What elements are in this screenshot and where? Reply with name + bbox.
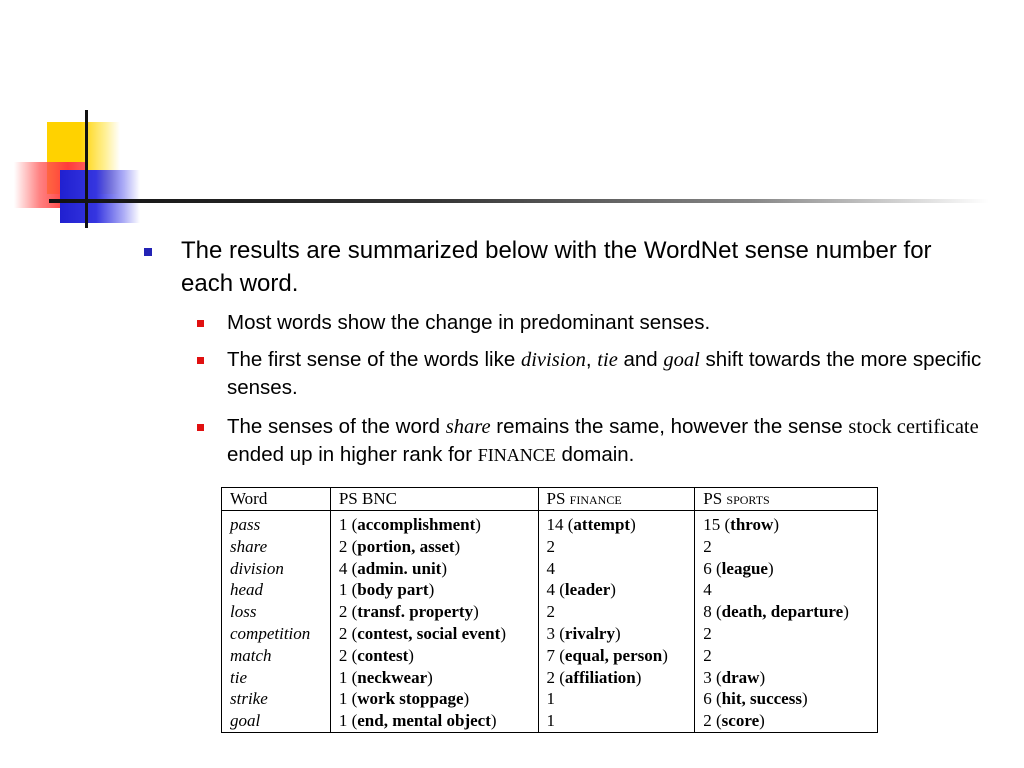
sense-number: 1 [546, 711, 555, 731]
cell-ps-finance [538, 688, 695, 710]
sense-number: 4 [546, 580, 555, 600]
cell-ps-sports: 15 (throw) [695, 511, 878, 536]
cell-ps-finance: 14 (attempt) [538, 511, 695, 536]
sense-number: 1 [546, 689, 555, 709]
sense-gloss: leader [564, 580, 611, 600]
sense-number: 4 [338, 558, 348, 578]
table-row [222, 558, 878, 580]
header-ps-bnc [330, 488, 538, 511]
sense-gloss: end, mental object [357, 711, 491, 731]
header-ps-bnc-label: PS BNC [338, 489, 397, 509]
sense-number: 4 [546, 558, 555, 578]
bullet-sub-2-pre: The first sense of the words like [227, 348, 521, 371]
header-ps-prefix: PS [546, 489, 570, 509]
table-row [222, 710, 878, 732]
cell-ps-bnc: 4 (admin. unit) [330, 558, 538, 580]
cell-ps-finance [538, 710, 695, 732]
sense-number: 2 [338, 602, 348, 622]
cell-ps-bnc: 1 (end, mental object) [330, 710, 538, 732]
sense-number: 14 [546, 515, 564, 534]
header-ps-prefix: PS [703, 489, 727, 509]
cell-ps-finance: 3 (rivalry) [538, 623, 695, 645]
sense-gloss: contest, social event [357, 623, 501, 643]
sense-number: 2 [338, 536, 348, 556]
word-share: share [445, 416, 491, 438]
decor-title-rule [49, 199, 989, 203]
sense-gloss: equal, person [564, 645, 663, 665]
sense-number: 2 [703, 536, 712, 556]
square-bullet-icon [197, 357, 204, 364]
sense-number: 3 [703, 667, 712, 687]
table-row [222, 623, 878, 645]
cell-ps-finance [538, 558, 695, 580]
sense-gloss: affiliation [564, 667, 636, 687]
cell-word: tie [230, 667, 247, 687]
sense-number: 1 [338, 711, 348, 731]
sense-gloss: attempt [573, 515, 631, 534]
sense-gloss: body part [357, 580, 429, 600]
table-row [222, 688, 878, 710]
sense-gloss: contest [357, 645, 409, 665]
header-ps-sports [695, 488, 878, 511]
separator: , [585, 348, 598, 371]
cell-word: division [230, 558, 284, 578]
sense-gloss: league [721, 558, 768, 578]
sense-gloss: accomplishment [357, 515, 476, 534]
bullet-sub-3-mid: remains the same, however the sense [490, 415, 849, 438]
table-row [222, 601, 878, 623]
sense-gloss: rivalry [564, 623, 615, 643]
sense-number: 6 [703, 689, 712, 709]
cell-ps-sports: 2 (score) [695, 710, 878, 732]
word-goal: goal [663, 349, 700, 371]
sense-gloss: portion, asset [357, 536, 455, 556]
cell-ps-bnc: 1 (accomplishment) [330, 511, 538, 536]
cell-ps-bnc: 2 (transf. property) [330, 601, 538, 623]
word-division: division [520, 349, 586, 371]
bullet-sub-2-post: shift towards the more specific senses. [227, 348, 982, 399]
sense-number: 15 [703, 515, 721, 534]
table-row [222, 536, 878, 558]
sense-gloss: throw [730, 515, 774, 534]
cell-ps-bnc: 2 (contest, social event) [330, 623, 538, 645]
sense-number: 3 [546, 623, 555, 643]
word-tie: tie [597, 349, 618, 371]
cell-ps-finance: 7 (equal, person) [538, 645, 695, 667]
sense-gloss: transf. property [357, 602, 474, 622]
cell-ps-finance [538, 601, 695, 623]
sense-number: 2 [703, 711, 712, 731]
sense-number: 1 [338, 515, 348, 534]
header-finance-label: finance [569, 489, 622, 509]
cell-ps-sports [695, 536, 878, 558]
cell-ps-sports: 8 (death, departure) [695, 601, 878, 623]
decor-blue-square [60, 170, 140, 223]
table-body [222, 511, 878, 733]
sense-number: 2 [338, 645, 348, 665]
results-table [221, 487, 878, 733]
sense-number: 2 [703, 645, 712, 665]
sense-gloss: draw [721, 667, 760, 687]
bullet-sub-3 [227, 413, 1007, 469]
bullet-main [181, 234, 971, 300]
sense-number: 1 [338, 667, 348, 687]
conjunction: and [617, 348, 664, 371]
sense-number: 2 [546, 536, 555, 556]
sense-number: 1 [338, 580, 348, 600]
bullet-sub-3-mid2: ended up in higher rank for [227, 443, 478, 466]
cell-ps-sports: 6 (league) [695, 558, 878, 580]
bullet-sub-3-post: domain. [555, 443, 635, 466]
sense-gloss: death, departure [721, 602, 844, 622]
sense-number: 8 [703, 602, 712, 622]
table-row [222, 645, 878, 667]
domain-finance: FINANCE [477, 445, 556, 465]
square-bullet-icon [144, 248, 152, 256]
cell-word: strike [230, 689, 268, 709]
sense-number: 2 [546, 667, 555, 687]
cell-word: competition [230, 623, 311, 643]
sense-number: 7 [546, 645, 555, 665]
cell-ps-sports: 6 (hit, success) [695, 688, 878, 710]
decor-vertical-line [85, 110, 88, 228]
table-row [222, 511, 878, 536]
sense-gloss: hit, success [721, 689, 802, 709]
table-row [222, 667, 878, 689]
cell-ps-sports [695, 623, 878, 645]
header-word-label: Word [230, 489, 268, 509]
sense-gloss: neckwear [357, 667, 428, 687]
cell-ps-finance: 4 (leader) [538, 579, 695, 601]
cell-ps-sports [695, 645, 878, 667]
cell-word: match [230, 645, 272, 665]
cell-ps-bnc: 1 (body part) [330, 579, 538, 601]
cell-word: head [230, 580, 264, 600]
cell-ps-sports: 3 (draw) [695, 667, 878, 689]
header-sports-label: sports [726, 489, 770, 509]
sense-number: 2 [703, 623, 712, 643]
sense-stock-certificate: stock certificate [848, 416, 979, 438]
cell-ps-sports [695, 579, 878, 601]
bullet-sub-1 [227, 309, 1007, 337]
bullet-sub-2 [227, 346, 1007, 402]
cell-ps-bnc: 2 (contest) [330, 645, 538, 667]
cell-ps-finance: 2 (affiliation) [538, 667, 695, 689]
square-bullet-icon [197, 320, 204, 327]
bullet-main-text: The results are summarized below with the WordNet sense number for each word. [181, 237, 932, 297]
sense-number: 2 [546, 602, 555, 622]
sense-number: 2 [338, 623, 348, 643]
table-header-row [222, 488, 878, 511]
bullet-sub-3-pre: The senses of the word [227, 415, 446, 438]
cell-word: loss [230, 602, 257, 622]
square-bullet-icon [197, 424, 204, 431]
cell-word: goal [230, 711, 261, 731]
sense-gloss: score [721, 711, 760, 731]
table-row [222, 579, 878, 601]
header-word [222, 488, 331, 511]
sense-number: 6 [703, 558, 712, 578]
cell-ps-finance [538, 536, 695, 558]
cell-word: pass [230, 515, 261, 534]
sense-gloss: admin. unit [357, 558, 442, 578]
sense-number: 4 [703, 580, 712, 600]
cell-ps-bnc: 2 (portion, asset) [330, 536, 538, 558]
header-ps-finance [538, 488, 695, 511]
sense-number: 1 [338, 689, 348, 709]
cell-ps-bnc: 1 (work stoppage) [330, 688, 538, 710]
cell-ps-bnc: 1 (neckwear) [330, 667, 538, 689]
cell-word: share [230, 536, 268, 556]
sense-gloss: work stoppage [357, 689, 464, 709]
bullet-sub-1-text: Most words show the change in predominant senses. [227, 311, 711, 334]
